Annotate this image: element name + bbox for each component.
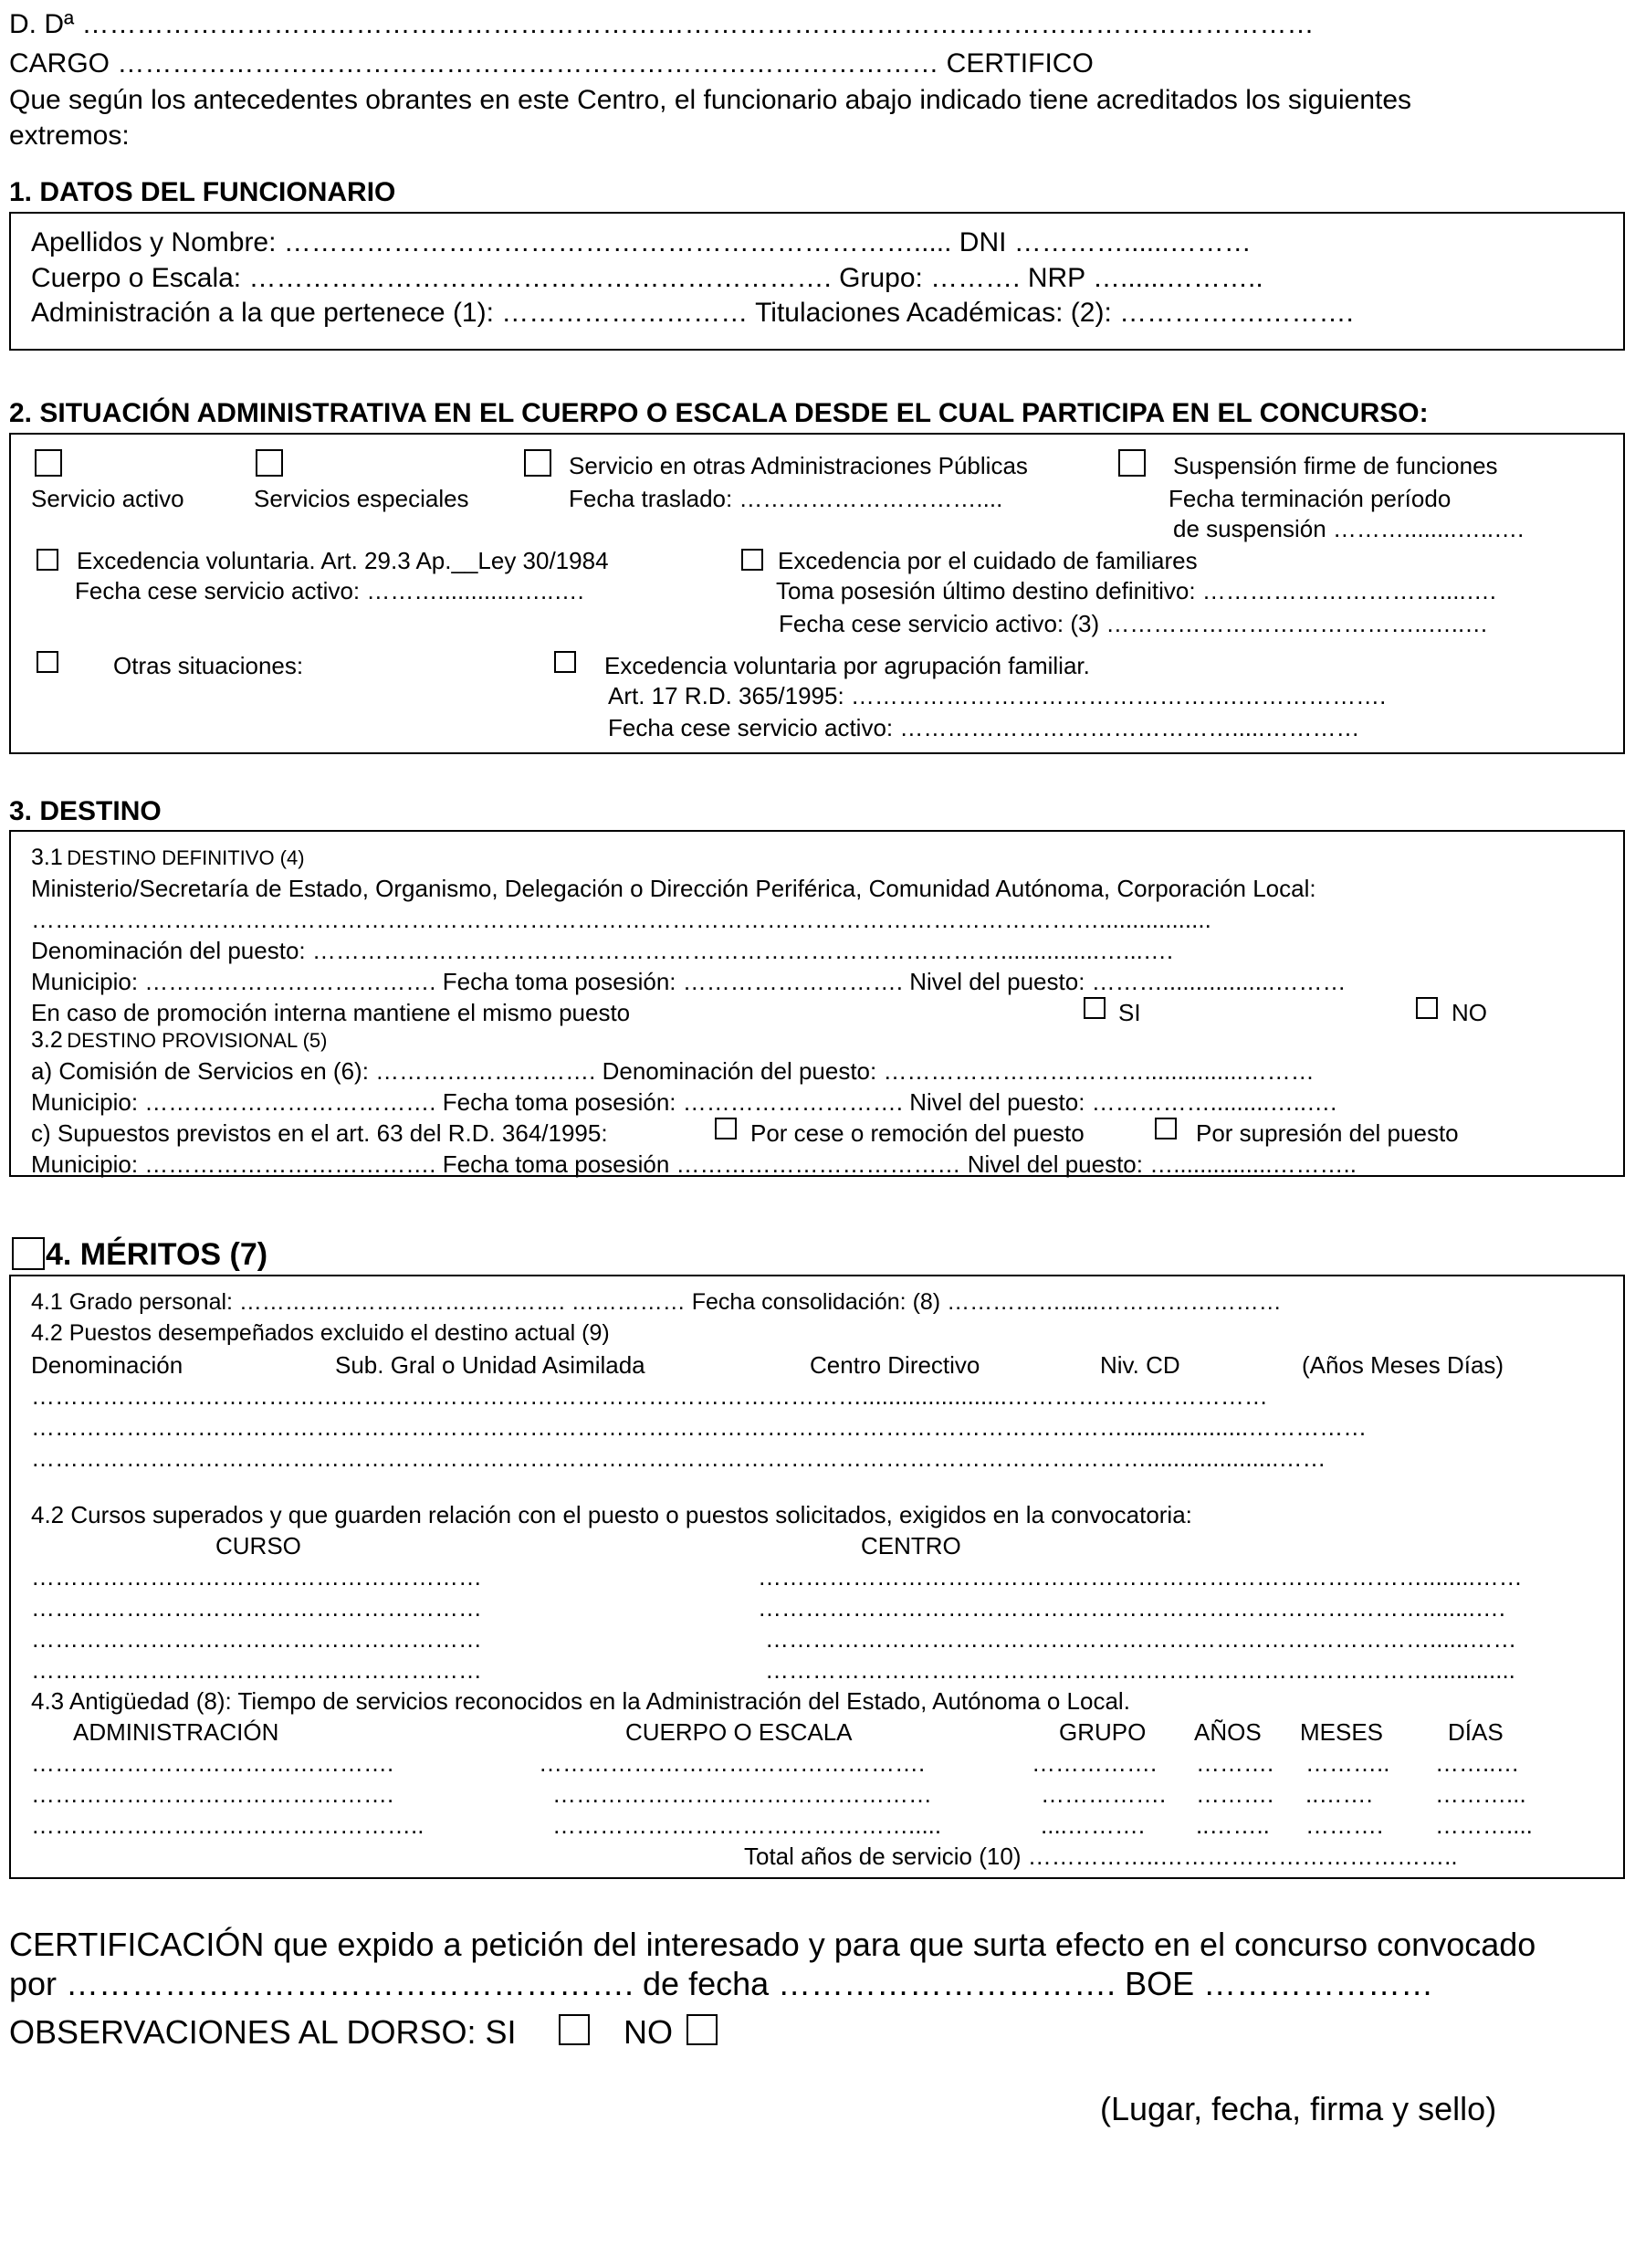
checkbox-observaciones-si[interactable] bbox=[559, 2014, 590, 2045]
antiguedad-cell[interactable]: ………. bbox=[1196, 1749, 1274, 1777]
col-dias: DÍAS bbox=[1448, 1718, 1504, 1746]
col-curso: CURSO bbox=[215, 1532, 301, 1559]
antiguedad-cell[interactable]: ……………. bbox=[1041, 1780, 1167, 1808]
col-niv-cd: Niv. CD bbox=[1100, 1351, 1180, 1379]
header-line-2: CARGO ……………………………………………………………………………… CERTIFICO bbox=[9, 48, 1094, 79]
puesto-row[interactable]: ……………………………………………………………………………………………………………………………....................…… bbox=[31, 1444, 1326, 1472]
field-de-suspension[interactable]: de suspensión ………........…..…. bbox=[1173, 515, 1525, 542]
header-line-4: extremos: bbox=[9, 121, 130, 151]
label-cursos: 4.2 Cursos superados y que guarden relación con el puesto o puestos solicitados, exigidos en la convocatoria: bbox=[31, 1501, 1192, 1528]
section-1-title: 1. DATOS DEL FUNCIONARIO bbox=[9, 177, 396, 207]
field-art17[interactable]: Art. 17 R.D. 365/1995: ………………………………………….………………. bbox=[608, 682, 1387, 709]
field-administracion[interactable]: Administración a la que pertenece (1): ……………………… Titulaciones Académicas: (2): …………….………. bbox=[31, 298, 1354, 328]
section-4-title: 4. MÉRITOS (7) bbox=[46, 1237, 268, 1272]
checkbox-observaciones-no[interactable] bbox=[686, 2014, 718, 2045]
field-total-anos[interactable]: Total años de servicio (10) ……………..……………………………….. bbox=[744, 1843, 1458, 1870]
label-suspension: Suspensión firme de funciones bbox=[1173, 452, 1498, 479]
centro-cell[interactable]: …………………………………………………………………………......…… bbox=[765, 1625, 1517, 1653]
checkbox-excedencia-voluntaria[interactable] bbox=[37, 549, 58, 571]
curso-cell[interactable]: ………………………………………………… bbox=[31, 1656, 482, 1684]
antiguedad-cell[interactable]: ………………………………………. bbox=[31, 1749, 394, 1777]
checkbox-otras-administraciones[interactable] bbox=[524, 449, 551, 477]
col-anos: AÑOS bbox=[1194, 1718, 1262, 1746]
field-denominacion[interactable]: Denominación del puesto: ……………………………………………………………………………...............…...…. bbox=[31, 937, 1174, 964]
label-servicio-activo: Servicio activo bbox=[31, 485, 184, 512]
curso-cell[interactable]: ………………………………………………… bbox=[31, 1594, 482, 1622]
col-sub-gral: Sub. Gral o Unidad Asimilada bbox=[335, 1351, 645, 1379]
col-denominacion: Denominación bbox=[31, 1351, 183, 1379]
field-municipio-2[interactable]: Municipio: ………………………………. Fecha toma posesión: ………………………. Nivel del puesto: …………….........…..…. bbox=[31, 1088, 1337, 1116]
antiguedad-cell[interactable]: ....………. bbox=[1041, 1811, 1146, 1839]
label-por-supresion: Por supresión del puesto bbox=[1196, 1119, 1459, 1147]
firma-label: (Lugar, fecha, firma y sello) bbox=[1100, 2090, 1497, 2127]
certificacion-line-2[interactable]: por ……………………………………………. de fecha …………………………. BOE ………………… bbox=[9, 1965, 1434, 2002]
checkbox-servicios-especiales[interactable] bbox=[256, 449, 283, 477]
label-servicios-especiales: Servicios especiales bbox=[254, 485, 469, 512]
destino-definitivo-number: 3.1 bbox=[31, 845, 63, 870]
curso-cell[interactable]: ………………………………………………… bbox=[31, 1563, 482, 1591]
col-centro-directivo: Centro Directivo bbox=[810, 1351, 980, 1379]
label-excedencia-familiares: Excedencia por el cuidado de familiares bbox=[778, 547, 1198, 574]
checkbox-suspension[interactable] bbox=[1118, 449, 1146, 477]
checkbox-si[interactable] bbox=[1084, 997, 1106, 1019]
col-anos-meses-dias: (Años Meses Días) bbox=[1302, 1351, 1504, 1379]
field-comision[interactable]: a) Comisión de Servicios en (6): ………………………. Denominación del puesto: ……………………………...............……… bbox=[31, 1057, 1315, 1085]
antiguedad-cell[interactable]: …………………………………………. bbox=[539, 1749, 926, 1777]
antiguedad-cell[interactable]: ..……. bbox=[1305, 1780, 1373, 1808]
label-destino-definitivo bbox=[31, 846, 305, 869]
antiguedad-cell[interactable]: ..…….. bbox=[1196, 1811, 1270, 1839]
puesto-row[interactable]: ……………………………………………………………………………………………......................…………………………… bbox=[31, 1382, 1268, 1410]
checkbox-no[interactable] bbox=[1416, 997, 1438, 1019]
antiguedad-cell[interactable]: ………………………………………..... bbox=[552, 1811, 942, 1839]
header-line-1: D. Dª ……………………………………………………………………………………………………………………… bbox=[9, 9, 1315, 39]
destino-provisional-label: DESTINO PROVISIONAL (5) bbox=[67, 1029, 328, 1052]
checkbox-excedencia-familiares[interactable] bbox=[741, 549, 763, 571]
label-destino-provisional bbox=[31, 1029, 327, 1052]
field-fecha-cese-1[interactable]: Fecha cese servicio activo: ………............…..…. bbox=[75, 577, 584, 604]
header-line-3: Que según los antecedentes obrantes en este Centro, el funcionario abajo indicado tiene acreditados los siguientes bbox=[9, 85, 1412, 115]
field-toma-posesion[interactable]: Toma posesión último destino definitivo: …………………………....…. bbox=[776, 577, 1496, 604]
label-otras-administraciones: Servicio en otras Administraciones Públicas bbox=[569, 452, 1028, 479]
antiguedad-cell[interactable]: ……….. bbox=[1305, 1749, 1390, 1777]
antiguedad-cell[interactable]: ………... bbox=[1435, 1780, 1526, 1808]
section-3-title: 3. DESTINO bbox=[9, 796, 162, 826]
label-puestos: 4.2 Puestos desempeñados excluido el destino actual (9) bbox=[31, 1320, 610, 1346]
field-cuerpo[interactable]: Cuerpo o Escala: ………………………………………………………. Grupo: ………. NRP …......……….. bbox=[31, 263, 1263, 293]
antiguedad-cell[interactable]: ………. bbox=[1196, 1780, 1274, 1808]
centro-cell[interactable]: …………………………………………………………………………........…… bbox=[758, 1563, 1523, 1591]
section-2-title: 2. SITUACIÓN ADMINISTRATIVA EN EL CUERPO O ESCALA DESDE EL CUAL PARTICIPA EN EL CONCURSO: bbox=[9, 398, 1429, 428]
puesto-row[interactable]: …………………………………………………………………………………………………………………………...................…………… bbox=[31, 1413, 1368, 1441]
field-municipio-1[interactable]: Municipio: ………………………………. Fecha toma posesión: ………………………. Nivel del puesto: ……….................……… bbox=[31, 968, 1347, 995]
field-apellidos[interactable]: Apellidos y Nombre: ……………………………………………………………..... DNI …………......……… bbox=[31, 227, 1252, 257]
field-fecha-traslado[interactable]: Fecha traslado: ………………………….... bbox=[569, 485, 1003, 512]
label-supuestos: c) Supuestos previstos en el art. 63 del R.D. 364/1995: bbox=[31, 1119, 608, 1147]
label-antiguedad: 4.3 Antigüedad (8): Tiempo de servicios reconocidos en la Administración del Estado, Autónoma o Local. bbox=[31, 1687, 1130, 1715]
col-grupo: GRUPO bbox=[1059, 1718, 1147, 1746]
antiguedad-cell[interactable]: ……..… bbox=[1435, 1749, 1520, 1777]
antiguedad-cell[interactable]: ………………………………………….. bbox=[31, 1811, 424, 1839]
col-meses: MESES bbox=[1300, 1718, 1384, 1746]
label-observaciones-no: NO bbox=[624, 2013, 673, 2051]
checkbox-excedencia-agrupacion[interactable] bbox=[554, 651, 576, 673]
destino-provisional-number: 3.2 bbox=[31, 1027, 63, 1053]
field-fecha-cese-3[interactable]: Fecha cese servicio activo: (3) …………………………………..…..… bbox=[779, 610, 1489, 637]
centro-cell[interactable]: …………………………………………………………………………........…. bbox=[758, 1594, 1506, 1622]
antiguedad-cell[interactable]: ……….... bbox=[1435, 1811, 1533, 1839]
checkbox-por-cese[interactable] bbox=[715, 1118, 737, 1139]
field-fecha-cese-4[interactable]: Fecha cese servicio activo: …………………………………….....………… bbox=[608, 714, 1360, 741]
col-cuerpo-escala: CUERPO O ESCALA bbox=[625, 1718, 853, 1746]
destino-definitivo-label: DESTINO DEFINITIVO (4) bbox=[67, 846, 305, 869]
label-promocion-interna: En caso de promoción interna mantiene el mismo puesto bbox=[31, 999, 631, 1026]
field-municipio-3[interactable]: Municipio: ………………………………. Fecha toma posesión ……………………………… Nivel del puesto: …...............……….. bbox=[31, 1150, 1357, 1178]
checkbox-servicio-activo[interactable] bbox=[35, 449, 62, 477]
label-por-cese: Por cese o remoción del puesto bbox=[750, 1119, 1085, 1147]
antiguedad-cell[interactable]: ………. bbox=[1305, 1811, 1384, 1839]
label-fecha-terminacion: Fecha terminación período bbox=[1169, 485, 1452, 512]
label-observaciones: OBSERVACIONES AL DORSO: SI bbox=[9, 2013, 517, 2051]
label-otras-situaciones: Otras situaciones: bbox=[113, 652, 304, 679]
checkbox-por-supresion[interactable] bbox=[1155, 1118, 1177, 1139]
label-no: NO bbox=[1452, 999, 1487, 1026]
antiguedad-cell[interactable]: ………………………………………… bbox=[552, 1780, 932, 1808]
label-excedencia-agrupacion: Excedencia voluntaria por agrupación familiar. bbox=[604, 652, 1090, 679]
label-si: SI bbox=[1118, 999, 1141, 1026]
antiguedad-cell[interactable]: ………………………………………. bbox=[31, 1780, 394, 1808]
curso-cell[interactable]: ………………………………………………… bbox=[31, 1625, 482, 1653]
antiguedad-cell[interactable]: ……………. bbox=[1032, 1749, 1158, 1777]
col-centro: CENTRO bbox=[861, 1532, 961, 1559]
label-excedencia-voluntaria: Excedencia voluntaria. Art. 29.3 Ap.__Ley 30/1984 bbox=[77, 547, 609, 574]
field-ministerio[interactable]: ………………………………………………………………………………………………………………………................. bbox=[31, 906, 1211, 933]
centro-cell[interactable]: …………………………………………………………………………............. bbox=[765, 1656, 1515, 1684]
label-ministerio: Ministerio/Secretaría de Estado, Organismo, Delegación o Dirección Periférica, Comunidad Autónoma, Corporación Local: bbox=[31, 875, 1316, 902]
field-grado-personal[interactable]: 4.1 Grado personal: ……………………………………. …………… Fecha consolidación: (8) ……………......…………………… bbox=[31, 1289, 1282, 1315]
certificacion-line-1: CERTIFICACIÓN que expido a petición del interesado y para que surta efecto en el concurso convocado bbox=[9, 1926, 1536, 1963]
col-administracion: ADMINISTRACIÓN bbox=[73, 1718, 279, 1746]
checkbox-otras-situaciones[interactable] bbox=[37, 651, 58, 673]
checkbox-meritos[interactable] bbox=[12, 1237, 45, 1270]
